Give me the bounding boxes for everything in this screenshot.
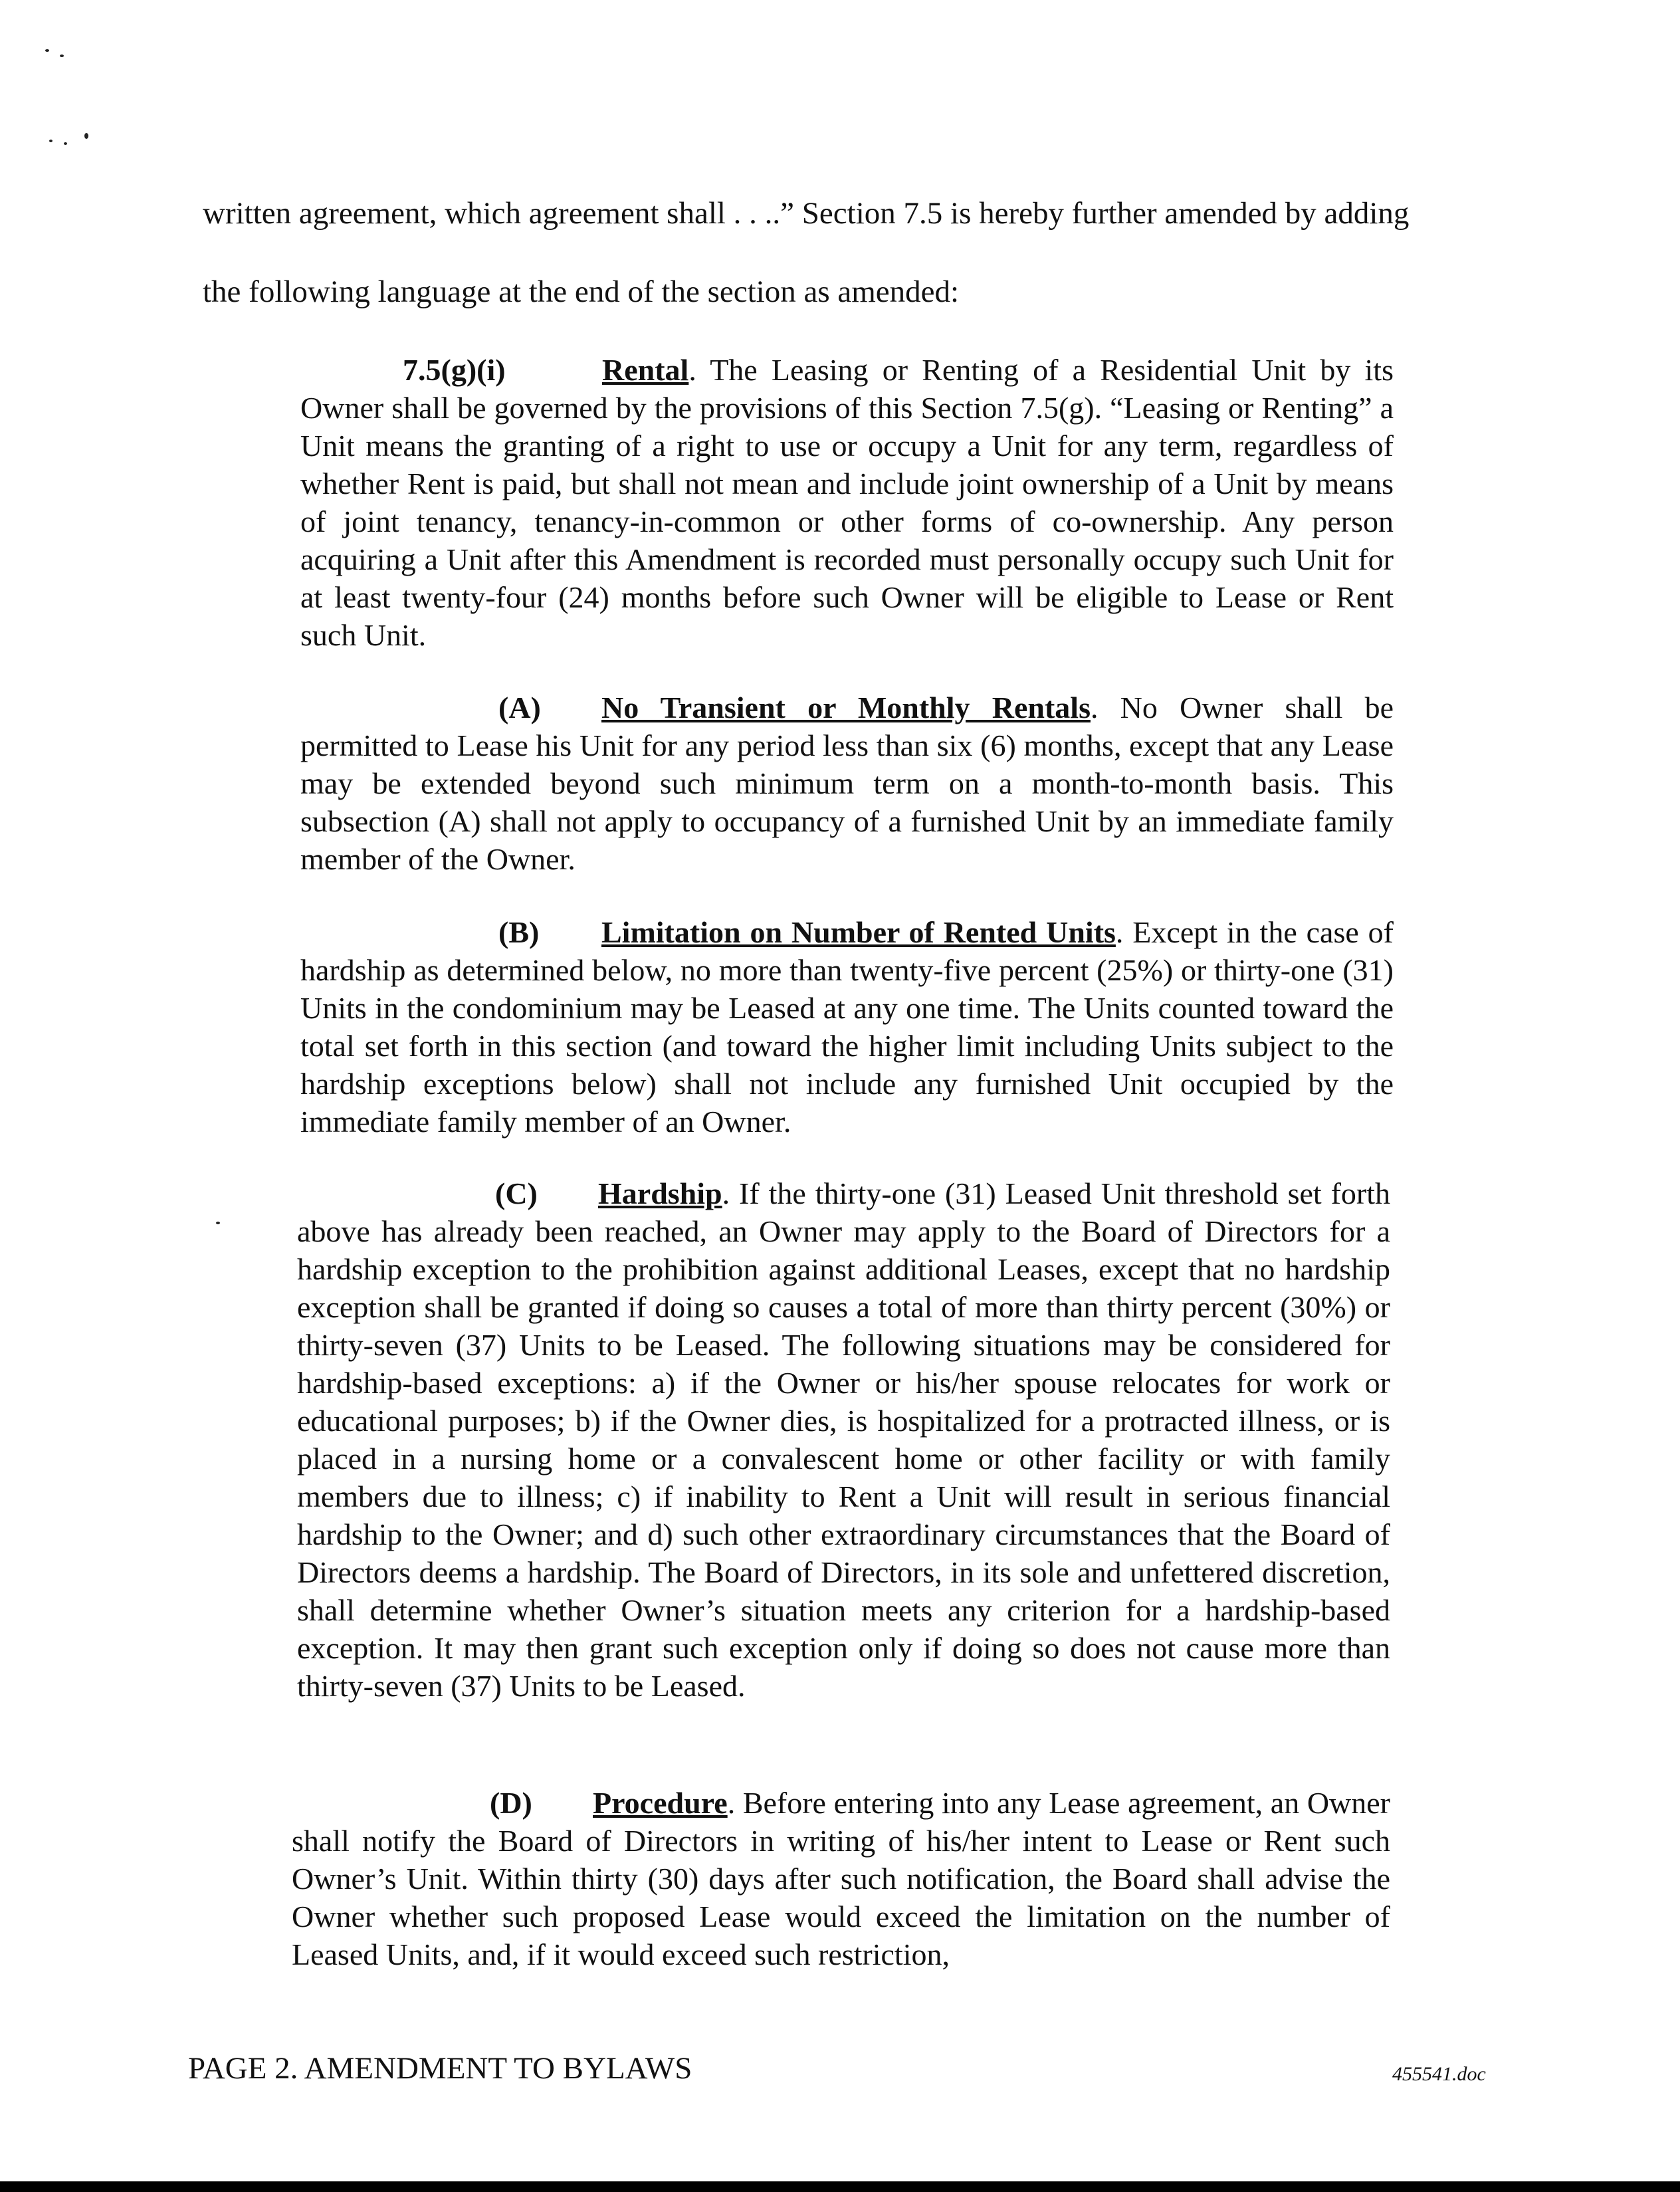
section-7-5-g-i	[300, 351, 1394, 654]
subsection-title: Procedure	[593, 1786, 728, 1820]
subsection-number: (A)	[498, 691, 541, 724]
subsection-text: . Before entering into any Lease agreement, an Owner shall notify the Board of Directors in writing of his/her intent to Lease or Rent such Owner’s Unit. Within thirty (30) days after such notification, the Board shall advise the Owner whether such proposed Lease would exceed the limitation on the number of Leased Units, and, if it would exceed such restriction,	[292, 1786, 1390, 1971]
section-number: 7.5(g)(i)	[403, 353, 506, 387]
scan-mark	[45, 49, 49, 52]
subsection-number: (B)	[498, 915, 540, 949]
subsection-text: . Except in the case of hardship as determined below, no more than twenty-five percent (25%) or thirty-one (31) Units in the condominium may be Leased at any one time. The Units counted toward the total set forth in this section (and toward the higher limit including Units subject to the hardship exceptions below) shall not include any furnished Unit occupied by the immediate family member of an Owner.	[300, 915, 1394, 1139]
section-title: Rental	[602, 353, 689, 387]
subsection-a	[300, 689, 1394, 878]
page-footer-label: PAGE 2. AMENDMENT TO BYLAWS	[188, 2051, 692, 2086]
subsection-number: (D)	[490, 1786, 532, 1820]
subsection-text: . No Owner shall be permitted to Lease his Unit for any period less than six (6) months, except that any Lease may be extended beyond such minimum term on a month-to-month basis. This subsection (A) shall not apply to occupancy of a furnished Unit by an immediate family member of the Owner.	[300, 691, 1394, 876]
scan-mark	[84, 133, 88, 139]
subsection-c	[297, 1174, 1390, 1705]
scan-mark	[216, 1222, 220, 1224]
scan-bottom-edge	[0, 2181, 1680, 2192]
section-text: . The Leasing or Renting of a Residential Unit by its Owner shall be governed by the provisions of this Section 7.5(g). “Leasing or Renting” a Unit means the granting of a right to use or occupy a Unit for any term, regardless of whether Rent is paid, but shall not mean and include joint ownership of a Unit by means of joint tenancy, tenancy-in-common or other forms of co-ownership. Any person acquiring a Unit after this Amendment is recorded must personally occupy such Unit for at least twenty-four (24) months before such Owner will be eligible to Lease or Rent such Unit.	[300, 353, 1394, 652]
subsection-b	[300, 913, 1394, 1141]
document-id: 455541.doc	[1392, 2063, 1486, 2085]
subsection-title: Limitation on Number of Rented Units	[601, 915, 1116, 949]
subsection-number: (C)	[495, 1176, 538, 1210]
subsection-title: No Transient or Monthly Rentals	[601, 691, 1091, 724]
scan-mark	[49, 140, 52, 142]
subsection-title: Hardship	[598, 1176, 722, 1210]
scan-mark	[64, 142, 67, 145]
intro-line-2: the following language at the end of the section as amended:	[203, 274, 960, 309]
subsection-text: . If the thirty-one (31) Leased Unit threshold set forth above has already been reached, an Owner may apply to the Board of Directors for a hardship exception to the prohibition against additional Leases, except that no hardship exception shall be granted if doing so causes a total of more than thirty percent (30%) or thirty-seven (37) Units to be Leased. The following situations may be considered for hardship-based exceptions: a) if the Owner or his/her spouse relocates for work or educational purposes; b) if the Owner dies, is hospitalized for a protracted illness, or is placed in a nursing home or a convalescent home or other facility or with family members due to illness; c) if inability to Rent a Unit will result in serious financial hardship to the Owner; and d) such other extraordinary circumstances that the Board of Directors deems a hardship. The Board of Directors, in its sole and unfettered discretion, shall determine whether Owner’s situation meets any criterion for a hardship-based exception. It may then grant such exception only if doing so does not cause more than thirty-seven (37) Units to be Leased.	[297, 1176, 1390, 1703]
intro-line-1: written agreement, which agreement shall . . ..” Section 7.5 is hereby further amended by adding	[203, 196, 1410, 231]
scan-mark	[60, 55, 64, 57]
subsection-d	[292, 1784, 1390, 1973]
